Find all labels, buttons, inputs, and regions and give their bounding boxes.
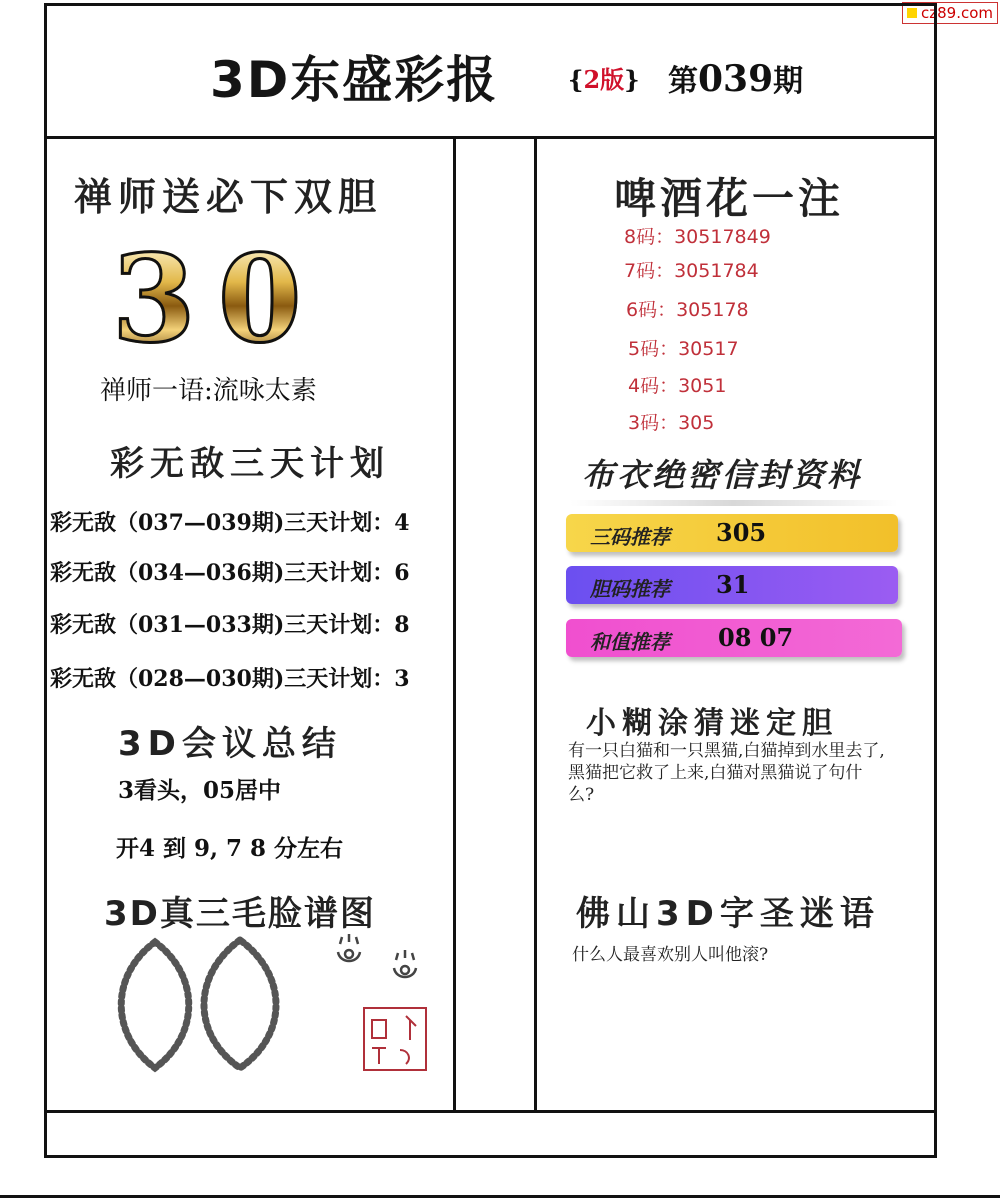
beer-code-line: 3码：305 bbox=[628, 412, 715, 434]
beer-code-line: 4码：3051 bbox=[628, 375, 727, 397]
left-column-divider bbox=[453, 139, 456, 1111]
beer-code-line: 8码：30517849 bbox=[624, 226, 771, 248]
plan-line: 彩无敌（031—033期)三天计划：8 bbox=[50, 612, 410, 638]
recommend-label: 和值推荐 bbox=[590, 630, 670, 654]
recommend-value: 08 07 bbox=[718, 623, 794, 652]
meeting-line-2: 开4 到 9, 7 8 分左右 bbox=[116, 835, 344, 862]
small-face-icon-2 bbox=[394, 950, 416, 977]
envelope-title-underline bbox=[570, 500, 898, 506]
edition-text: 2版 bbox=[583, 65, 625, 94]
recommend-label: 胆码推荐 bbox=[590, 577, 670, 601]
riddle1-title: 小糊涂猜迷定胆 bbox=[586, 706, 838, 741]
seal-stamp bbox=[364, 1008, 426, 1070]
master-saying: 禅师一语:流咏太素 bbox=[100, 376, 317, 406]
beer-code-line: 5码：30517 bbox=[628, 338, 739, 360]
meeting-title: 3D会议总结 bbox=[118, 724, 342, 764]
page-bottom-line bbox=[0, 1195, 1000, 1198]
bottom-divider bbox=[44, 1110, 937, 1113]
recommend-label: 三码推荐 bbox=[590, 525, 670, 549]
watermark-text: cz89.com bbox=[920, 4, 993, 22]
riddle2-text: 什么人最喜欢别人叫他滚? bbox=[572, 945, 769, 965]
right-column-divider bbox=[534, 139, 537, 1111]
small-face-icon-1 bbox=[338, 934, 360, 961]
zero-face-2 bbox=[204, 940, 276, 1068]
beer-code-line: 7码：3051784 bbox=[624, 260, 759, 282]
face-chart-figure bbox=[110, 930, 450, 1080]
plan-line: 彩无敌（034—036期)三天计划：6 bbox=[50, 560, 410, 586]
recommend-value: 305 bbox=[716, 518, 767, 547]
face-chart-title: 3D真三毛脸谱图 bbox=[104, 894, 376, 934]
dan-digit-1: 3 bbox=[112, 229, 196, 370]
double-dan-title: 禅师送必下双胆 bbox=[74, 175, 383, 219]
recommend-value: 31 bbox=[716, 570, 750, 599]
beer-code-line: 6码：305178 bbox=[626, 299, 749, 321]
page-title: 3D东盛彩报 bbox=[210, 51, 499, 109]
plan-title: 彩无敌三天计划 bbox=[110, 444, 390, 484]
riddle1-text: 有一只白猫和一只黑猫,白猫掉到水里去了,黑猫把它救了上来,白猫对黑猫说了句什么? bbox=[568, 741, 885, 805]
plan-line: 彩无敌（028—030期)三天计划：3 bbox=[50, 666, 410, 692]
dan-digit-2: 0 bbox=[218, 229, 302, 370]
beer-title: 啤酒花一注 bbox=[614, 174, 845, 223]
envelope-title: 布衣绝密信封资料 bbox=[582, 456, 863, 494]
edition-badge: {2版} bbox=[568, 65, 640, 94]
meeting-line-1: 3看头，05居中 bbox=[118, 777, 282, 804]
riddle2-title: 佛山3D字圣迷语 bbox=[576, 894, 880, 934]
plan-line: 彩无敌（037—039期)三天计划：4 bbox=[50, 510, 410, 536]
zero-face-1 bbox=[121, 942, 189, 1068]
issue-number: 第039期 bbox=[668, 58, 804, 100]
